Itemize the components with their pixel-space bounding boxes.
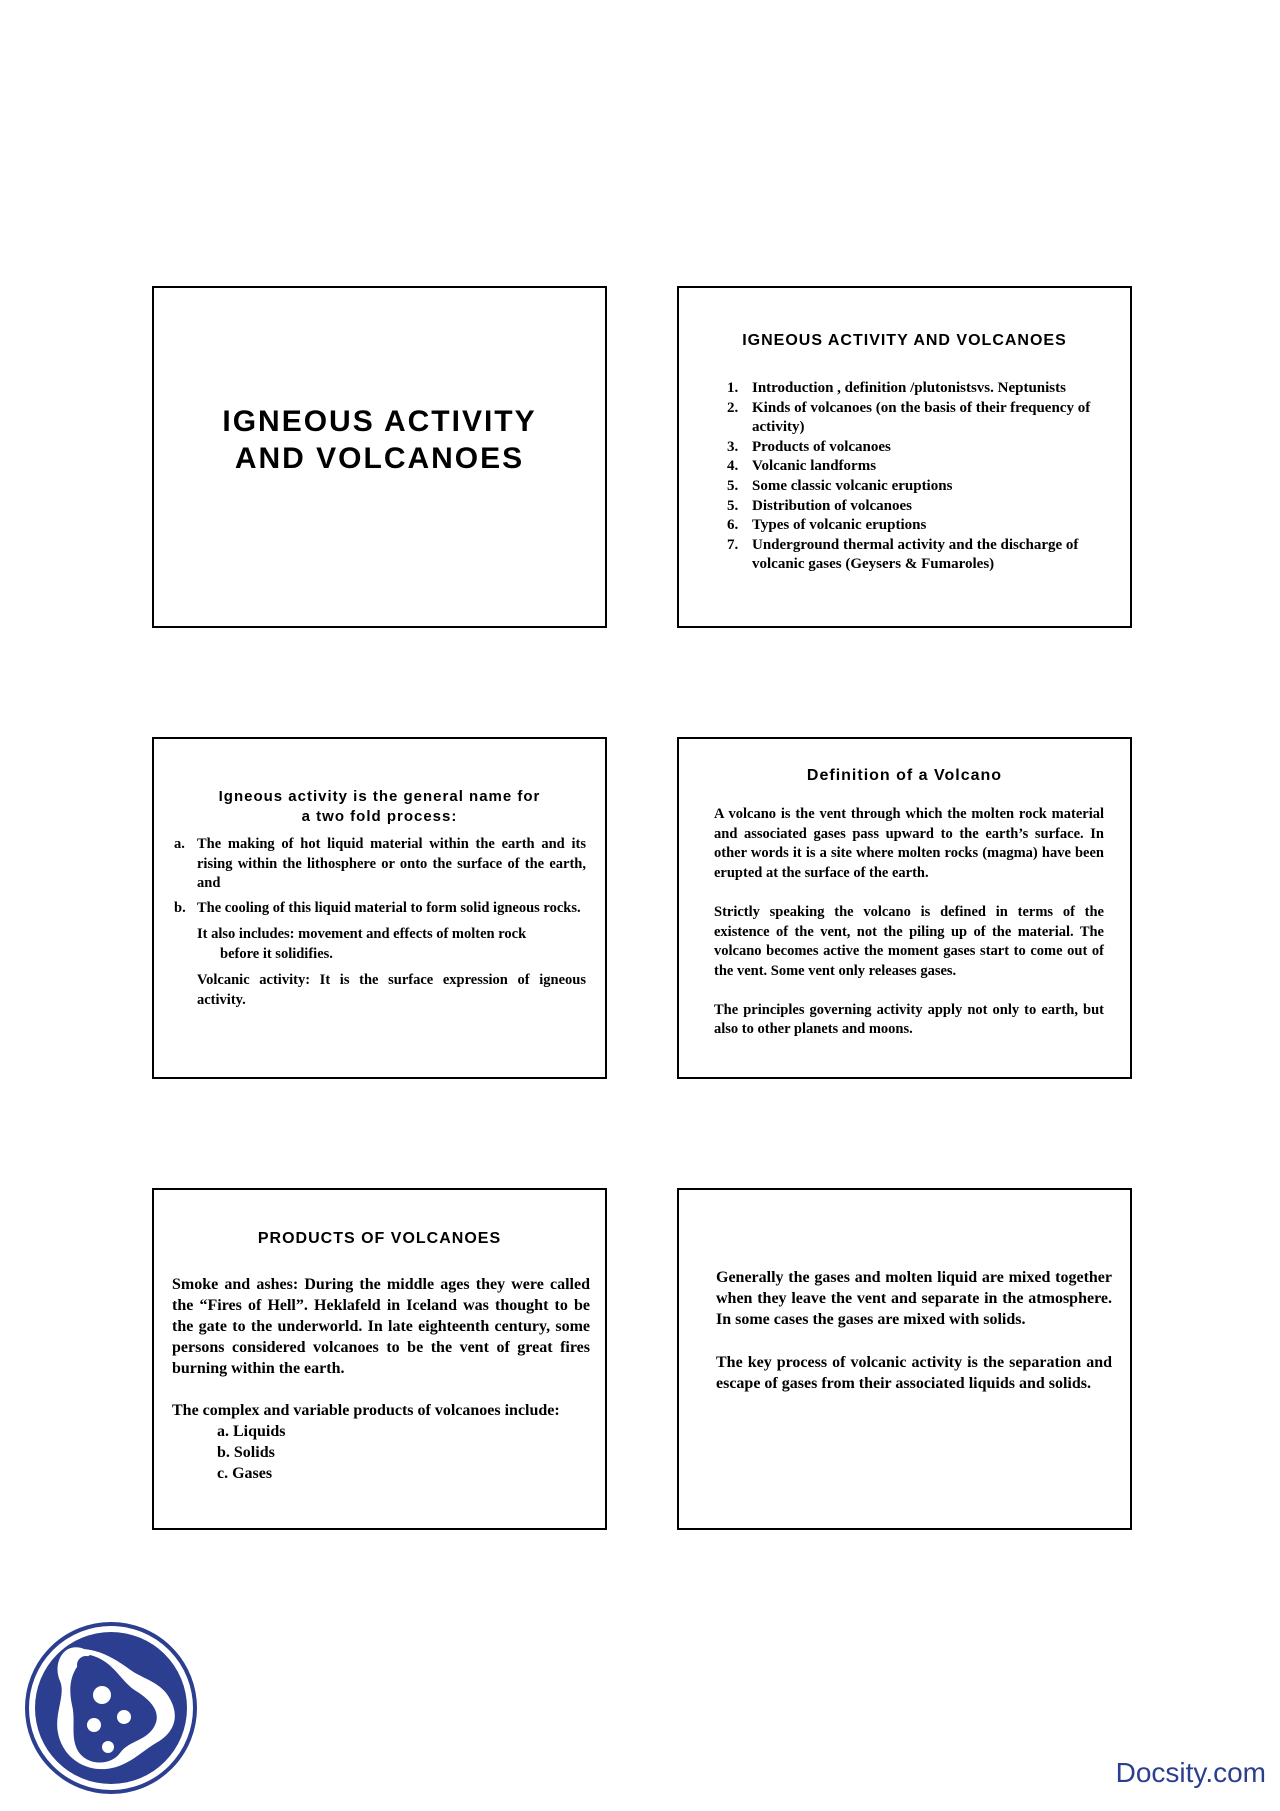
includes-line-1: It also includes: movement and effects of molten rock xyxy=(197,926,527,942)
list-item xyxy=(727,516,1117,536)
item-number: 2. xyxy=(727,399,739,416)
item-text: Distribution of volcanoes xyxy=(752,497,913,514)
slide-definition xyxy=(677,737,1132,1079)
item-number: 5. xyxy=(727,497,739,514)
item-text: Introduction , definition /plutonistsvs. Neptunists xyxy=(752,380,1066,396)
item-text: The making of hot liquid material within the earth and its rising within the lithosphere or onto the surface of the earth, and xyxy=(197,836,586,891)
list-item xyxy=(727,497,1117,517)
item-text: Products of volcanoes xyxy=(752,438,891,455)
list-item: c. Gases xyxy=(217,1465,273,1482)
list-item xyxy=(727,477,1117,497)
item-number: 7. xyxy=(727,536,739,553)
item-number: 3. xyxy=(727,438,739,455)
item-marker: b. xyxy=(174,899,186,916)
list-item: b. Solids xyxy=(217,1444,275,1461)
item-number: 6. xyxy=(727,517,739,534)
list-item xyxy=(727,438,1117,458)
igneous-heading xyxy=(154,787,605,827)
products-list xyxy=(172,1421,590,1484)
list-item xyxy=(174,899,586,919)
list-item xyxy=(174,835,586,894)
docsity-brand-link[interactable]: Docsity.com xyxy=(1115,1757,1266,1788)
list-item xyxy=(727,399,1117,438)
slide-products xyxy=(152,1188,607,1530)
docsity-logo-icon xyxy=(24,1621,198,1795)
item-number: 1. xyxy=(727,380,739,396)
item-text: The cooling of this liquid material to form solid igneous rocks. xyxy=(197,899,581,916)
paragraph: Smoke and ashes: During the middle ages they were called the “Fires of Hell”. Heklafeld in Iceland was thought to be the gate to the underworld. In late eighteenth century, some persons considered volcanoes to be the vent of great fires burning within the earth. xyxy=(172,1276,590,1377)
item-text: Volcanic landforms xyxy=(752,458,877,475)
paragraph: The key process of volcanic activity is the separation and escape of gases from their associated liquids and solids. xyxy=(716,1354,1112,1392)
products-body xyxy=(172,1274,590,1484)
includes-line-2: before it solidifies. xyxy=(220,945,333,962)
volcanic-activity-note: Volcanic activity: It is the surface expression of igneous activity. xyxy=(197,972,586,1008)
slide-title xyxy=(152,286,607,628)
slide-igneous-activity xyxy=(152,737,607,1079)
item-text: Some classic volcanic eruptions xyxy=(752,477,953,494)
paragraph: The principles governing activity apply not only to earth, but also to other planets and moons. xyxy=(714,1001,1104,1038)
includes-note xyxy=(197,925,586,964)
slide-title-heading xyxy=(154,403,605,477)
definition-body xyxy=(714,805,1104,1059)
title-line-2: AND VOLCANOES xyxy=(234,442,525,475)
item-marker: a. xyxy=(174,836,185,852)
igneous-body xyxy=(174,835,586,1010)
item-text: Kinds of volcanoes (on the basis of their frequency of activity) xyxy=(752,399,1091,436)
gases-body xyxy=(716,1267,1112,1416)
products-heading: PRODUCTS OF VOLCANOES xyxy=(257,1230,502,1247)
title-line-1: IGNEOUS ACTIVITY xyxy=(222,405,537,438)
paragraph: Strictly speaking the volcano is defined in terms of the existence of the vent, not the piling up of the material. The volcano becomes active the moment gases start to come out of the vent. Some vent only releases gases. xyxy=(714,903,1104,979)
outline-list xyxy=(727,379,1117,575)
heading-line-1: Igneous activity is the general name for xyxy=(218,788,541,805)
item-number: 4. xyxy=(727,458,739,475)
outline-heading: IGNEOUS ACTIVITY AND VOLCANOES xyxy=(742,332,1067,349)
list-item: a. Liquids xyxy=(217,1423,286,1440)
list-item xyxy=(727,457,1117,477)
paragraph: The complex and variable products of volcanoes include: xyxy=(172,1402,560,1419)
item-text: Types of volcanic eruptions xyxy=(752,517,927,534)
definition-heading: Definition of a Volcano xyxy=(806,767,1003,784)
item-text: Underground thermal activity and the discharge of volcanic gases (Geysers & Fumaroles) xyxy=(752,536,1079,573)
list-item xyxy=(727,536,1117,575)
item-number: 5. xyxy=(727,477,739,494)
paragraph: Generally the gases and molten liquid are mixed together when they leave the vent and separate in the atmosphere. In some cases the gases are mixed with solids. xyxy=(716,1269,1112,1328)
list-item xyxy=(727,379,1117,399)
slide-outline xyxy=(677,286,1132,628)
slide-gases xyxy=(677,1188,1132,1530)
heading-line-2: a two fold process: xyxy=(301,808,458,825)
paragraph: A volcano is the vent through which the molten rock material and associated gases pass upward to the earth’s surface. In other words it is a site where molten rocks (magma) have been erupted at the surface of the earth. xyxy=(714,806,1104,882)
